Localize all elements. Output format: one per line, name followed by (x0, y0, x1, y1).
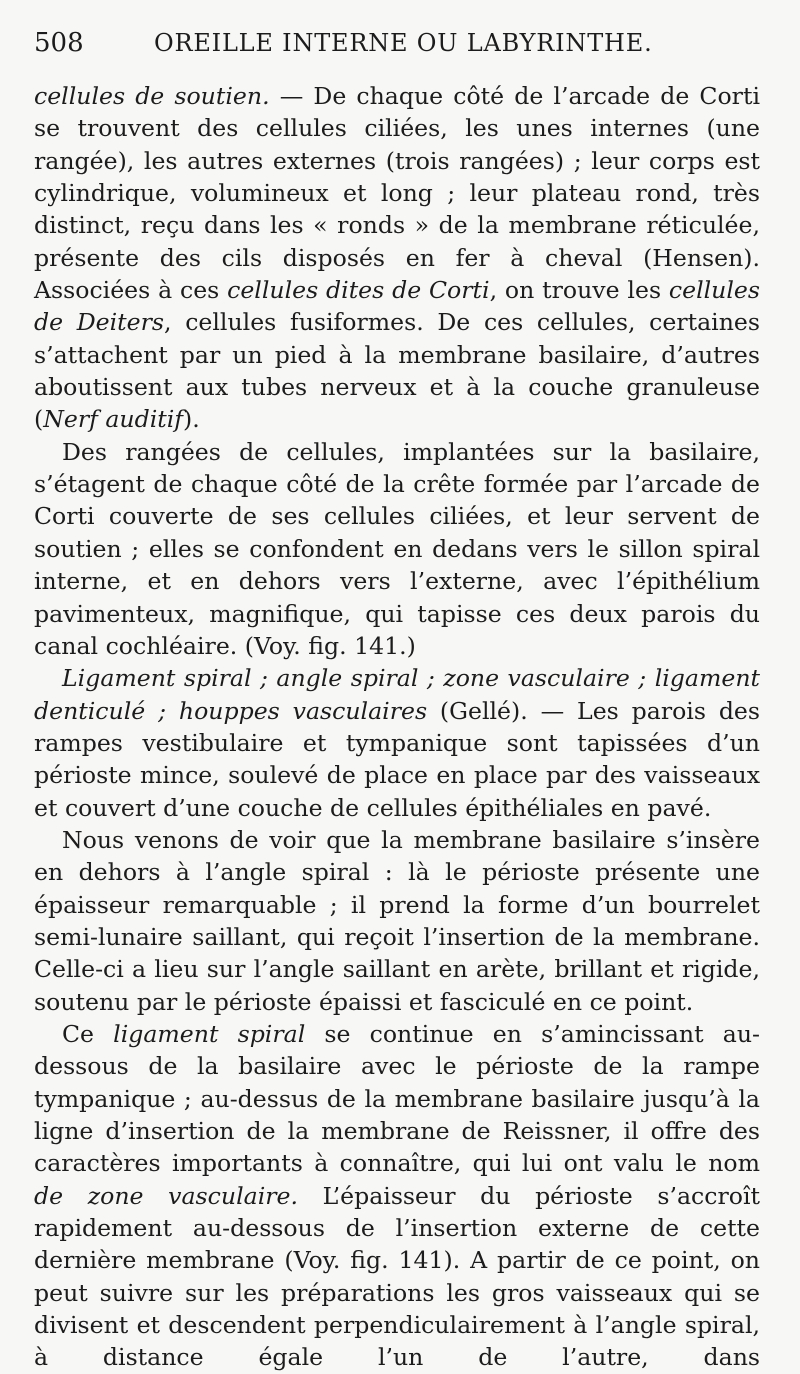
paragraph-5 (34, 1018, 760, 1374)
italic-text: cellules de Deiters (34, 276, 760, 337)
italic-text: ligament spiral (113, 1019, 306, 1048)
text-run: ). (183, 405, 200, 434)
body-text (34, 80, 760, 1374)
italic-text: cellules de soutien. (34, 82, 270, 110)
text-run: Ce (62, 1019, 114, 1048)
paragraph-2 (34, 436, 760, 662)
italic-text: Ligament spiral ; angle spiral ; zone vasculaire ; ligament denticulé ; houppes vasculaires (34, 664, 760, 725)
paragraph-3 (34, 662, 760, 824)
text-run: se continue en s’amincissant au-dessous de la basilaire avec le périoste de la rampe tympanique ; au-dessus de la membrane basilaire jusqu’à la ligne d’insertion de la membrane de Reissner, il offre des caractères importants à connaître, qui lui ont valu le nom (34, 1019, 760, 1178)
running-head (34, 28, 760, 80)
text-run: L’épaisseur du périoste s’accroît rapidement au-dessous de l’insertion externe de cette dernière membrane (Voy. fig. 141). A partir de ce point, on peut suivre sur les préparations les gros vaisseaux qui se divisent et descendent perpendiculairement à l’angle spiral, à distance égale l’un de l’autre, dans (34, 1181, 760, 1372)
italic-text: de zone vasculaire. (34, 1181, 298, 1210)
text-run: , cellules fusiformes. De ces cellules, certaines s’attachent par un pied à la membrane basilaire, d’autres aboutissent aux tubes nerveux et à la couche granuleuse ( (34, 308, 760, 434)
page-number: 508 (34, 28, 84, 58)
italic-text: Nerf auditif (43, 405, 184, 434)
text-run: Nous venons de voir que la membrane basilaire s’insère en dehors à l’angle spiral : là le périoste présente une épaisseur remarquable ; il prend la forme d’un bourrelet semi-lunaire saillant, qui reçoit l’insertion de la membrane. Celle-ci a lieu sur l’angle saillant en arète, brillant et rigide, soutenu par le périoste épaissi et fasciculé en ce point. (34, 825, 760, 1016)
italic-text: cellules dites de Corti (227, 276, 490, 305)
paragraph-1 (34, 80, 760, 436)
running-title: OREILLE INTERNE OU LABYRINTHE. (154, 29, 653, 57)
text-run: , on trouve les (489, 276, 669, 305)
text-run: (Gellé). — Les parois des rampes vestibulaire et tympanique sont tapissées d’un périoste mince, soulevé de place en place par des vaisseaux et couvert d’une couche de cellules épithéliales en pavé. (34, 696, 760, 822)
text-run: Des rangées de cellules, implantées sur la basilaire, s’étagent de chaque côté de la crête formée par l’arcade de Corti couverte de ses cellules ciliées, et leur servent de soutien ; elles se confondent en dedans vers le sillon spiral interne, et en dehors vers l’externe, avec l’épithélium pavimenteux, magnifique, qui tapisse ces deux parois du canal cochléaire. (Voy. fig. 141.) (34, 437, 760, 660)
paragraph-4 (34, 824, 760, 1018)
text-run: — De chaque côté de l’arcade de Corti se trouvent des cellules ciliées, les unes internes (une rangée), les autres externes (trois rangées) ; leur corps est cylindrique, volumineux et long ; leur plateau rond, très distinct, reçu dans les « ronds » de la membrane réticulée, présente des cils disposés en fer à cheval (Hensen). Associées à ces (34, 82, 760, 305)
